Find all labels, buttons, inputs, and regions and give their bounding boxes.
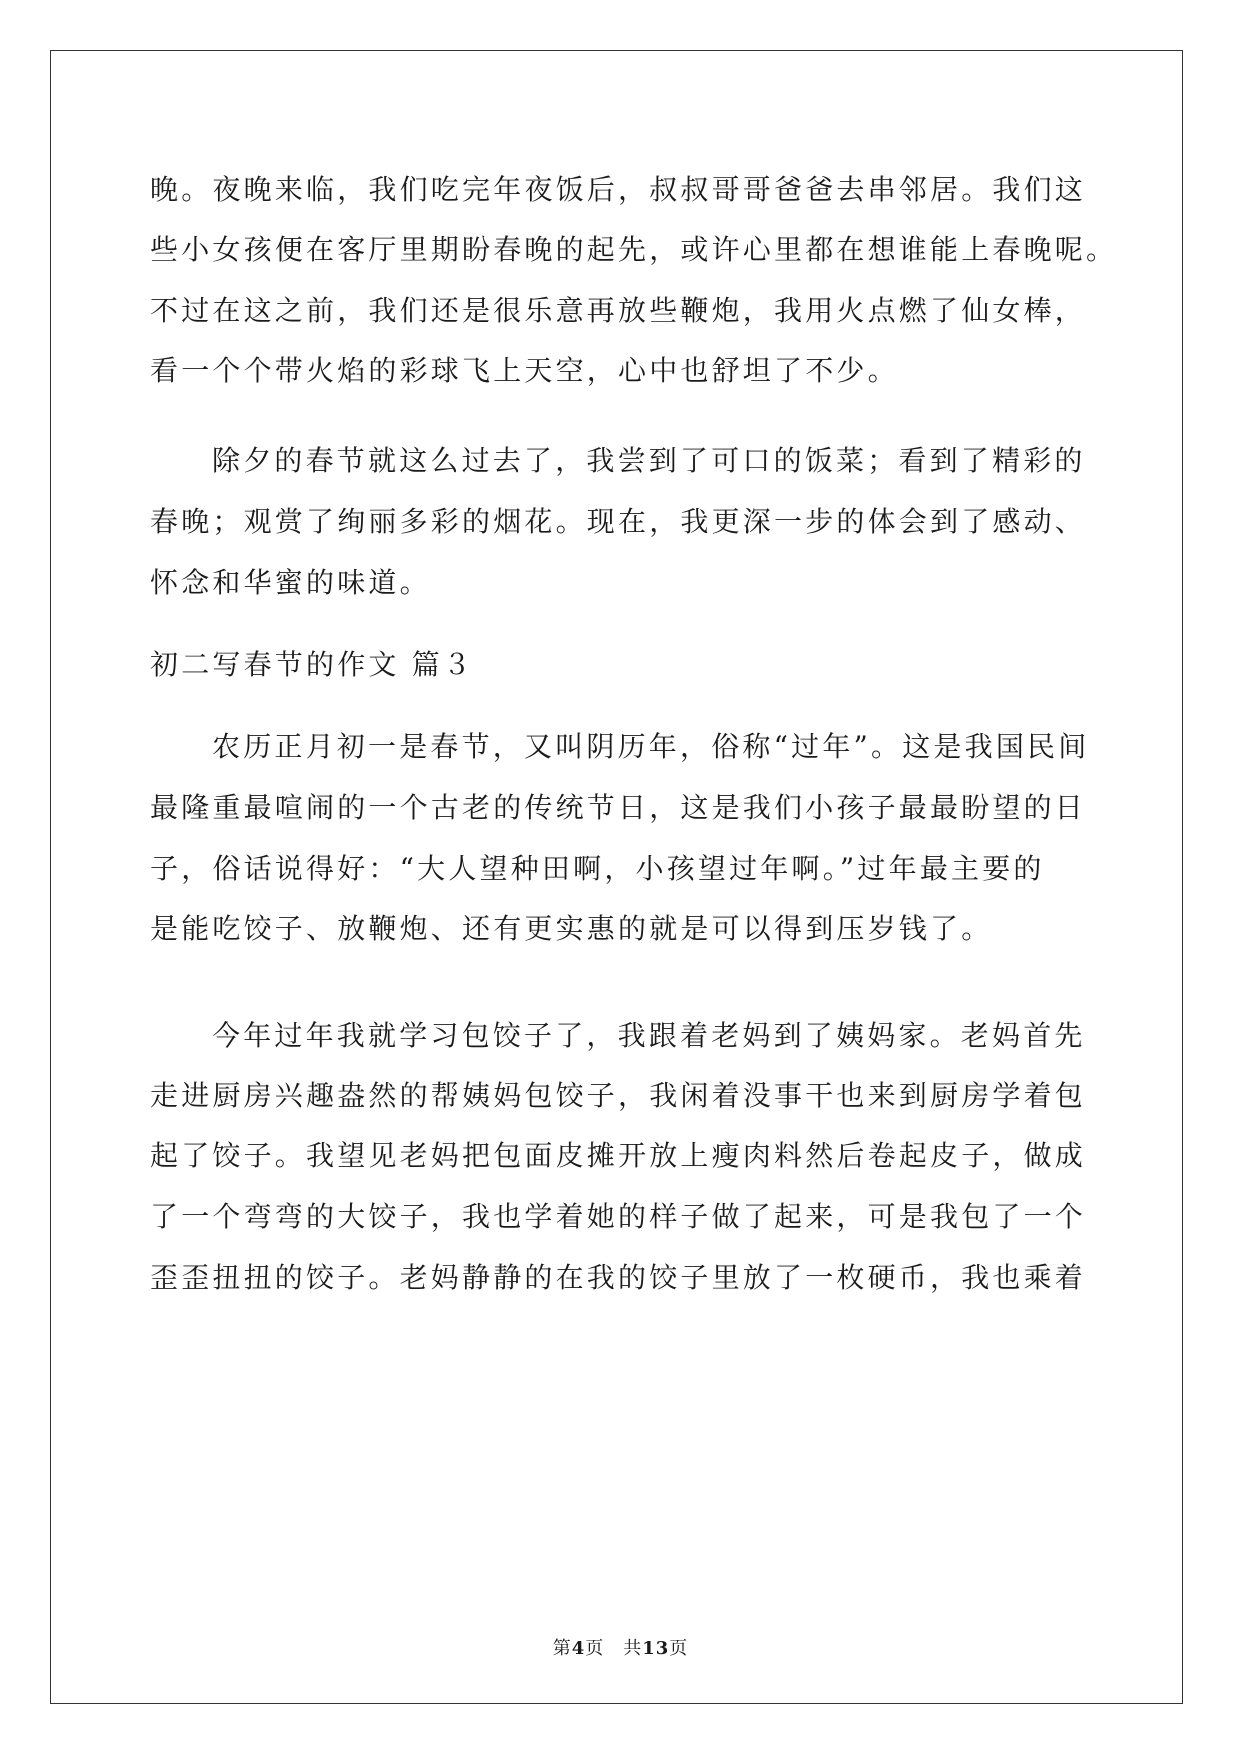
footer-suffix: 页 (669, 1638, 689, 1659)
text-line: 走进厨房兴趣盎然的帮姨妈包饺子，我闲着没事干也来到厨房学着包 (150, 1079, 1087, 1112)
text-line: 晚。夜晚来临，我们吃完年夜饭后，叔叔哥哥爸爸去串邻居。我们这 (150, 173, 1087, 206)
text-line: 今年过年我就学习包饺子了，我跟着老妈到了姨妈家。老妈首先 (212, 1019, 1086, 1052)
text-line: 怀念和华蜜的味道。 (150, 566, 431, 599)
text-line: 最隆重最喧闹的一个古老的传统节日，这是我们小孩子最最盼望的日 (150, 791, 1087, 824)
text-line: 了一个弯弯的大饺子，我也学着她的样子做了起来，可是我包了一个 (150, 1200, 1087, 1233)
text-line: 些小女孩便在客厅里期盼春晚的起先，或许心里都在想谁能上春晚呢。 (150, 233, 1118, 266)
text-line: 歪歪扭扭的饺子。老妈静静的在我的饺子里放了一枚硬币，我也乘着 (150, 1261, 1087, 1294)
footer-prefix: 第 (552, 1638, 572, 1659)
text-line: 不过在这之前，我们还是很乐意再放些鞭炮，我用火点燃了仙女棒， (150, 294, 1087, 327)
text-line: 看一个个带火焰的彩球飞上天空，心中也舒坦了不少。 (150, 354, 899, 387)
text-line: 春晚；观赏了绚丽多彩的烟花。现在，我更深一步的体会到了感动、 (150, 505, 1087, 538)
text-line: 除夕的春节就这么过去了，我尝到了可口的饭菜；看到了精彩的 (212, 444, 1086, 477)
text-line: 是能吃饺子、放鞭炮、还有更实惠的就是可以得到压岁钱了。 (150, 912, 993, 945)
page-footer (0, 1634, 1241, 1660)
text-line: 起了饺子。我望见老妈把包面皮摊开放上瘦肉料然后卷起皮子，做成 (150, 1139, 1087, 1172)
footer-mid: 页 共 (585, 1638, 643, 1659)
text-line: 子，俗话说得好：“大人望种田啊，小孩望过年啊。”过年最主要的 (150, 852, 1045, 885)
footer-total-pages: 13 (642, 1638, 670, 1659)
text-line: 农历正月初一是春节，又叫阴历年，俗称“过年”。这是我国民间 (212, 730, 1090, 763)
footer-page-number: 4 (571, 1638, 586, 1659)
section-heading: 初二写春节的作文 篇３ (150, 648, 475, 681)
